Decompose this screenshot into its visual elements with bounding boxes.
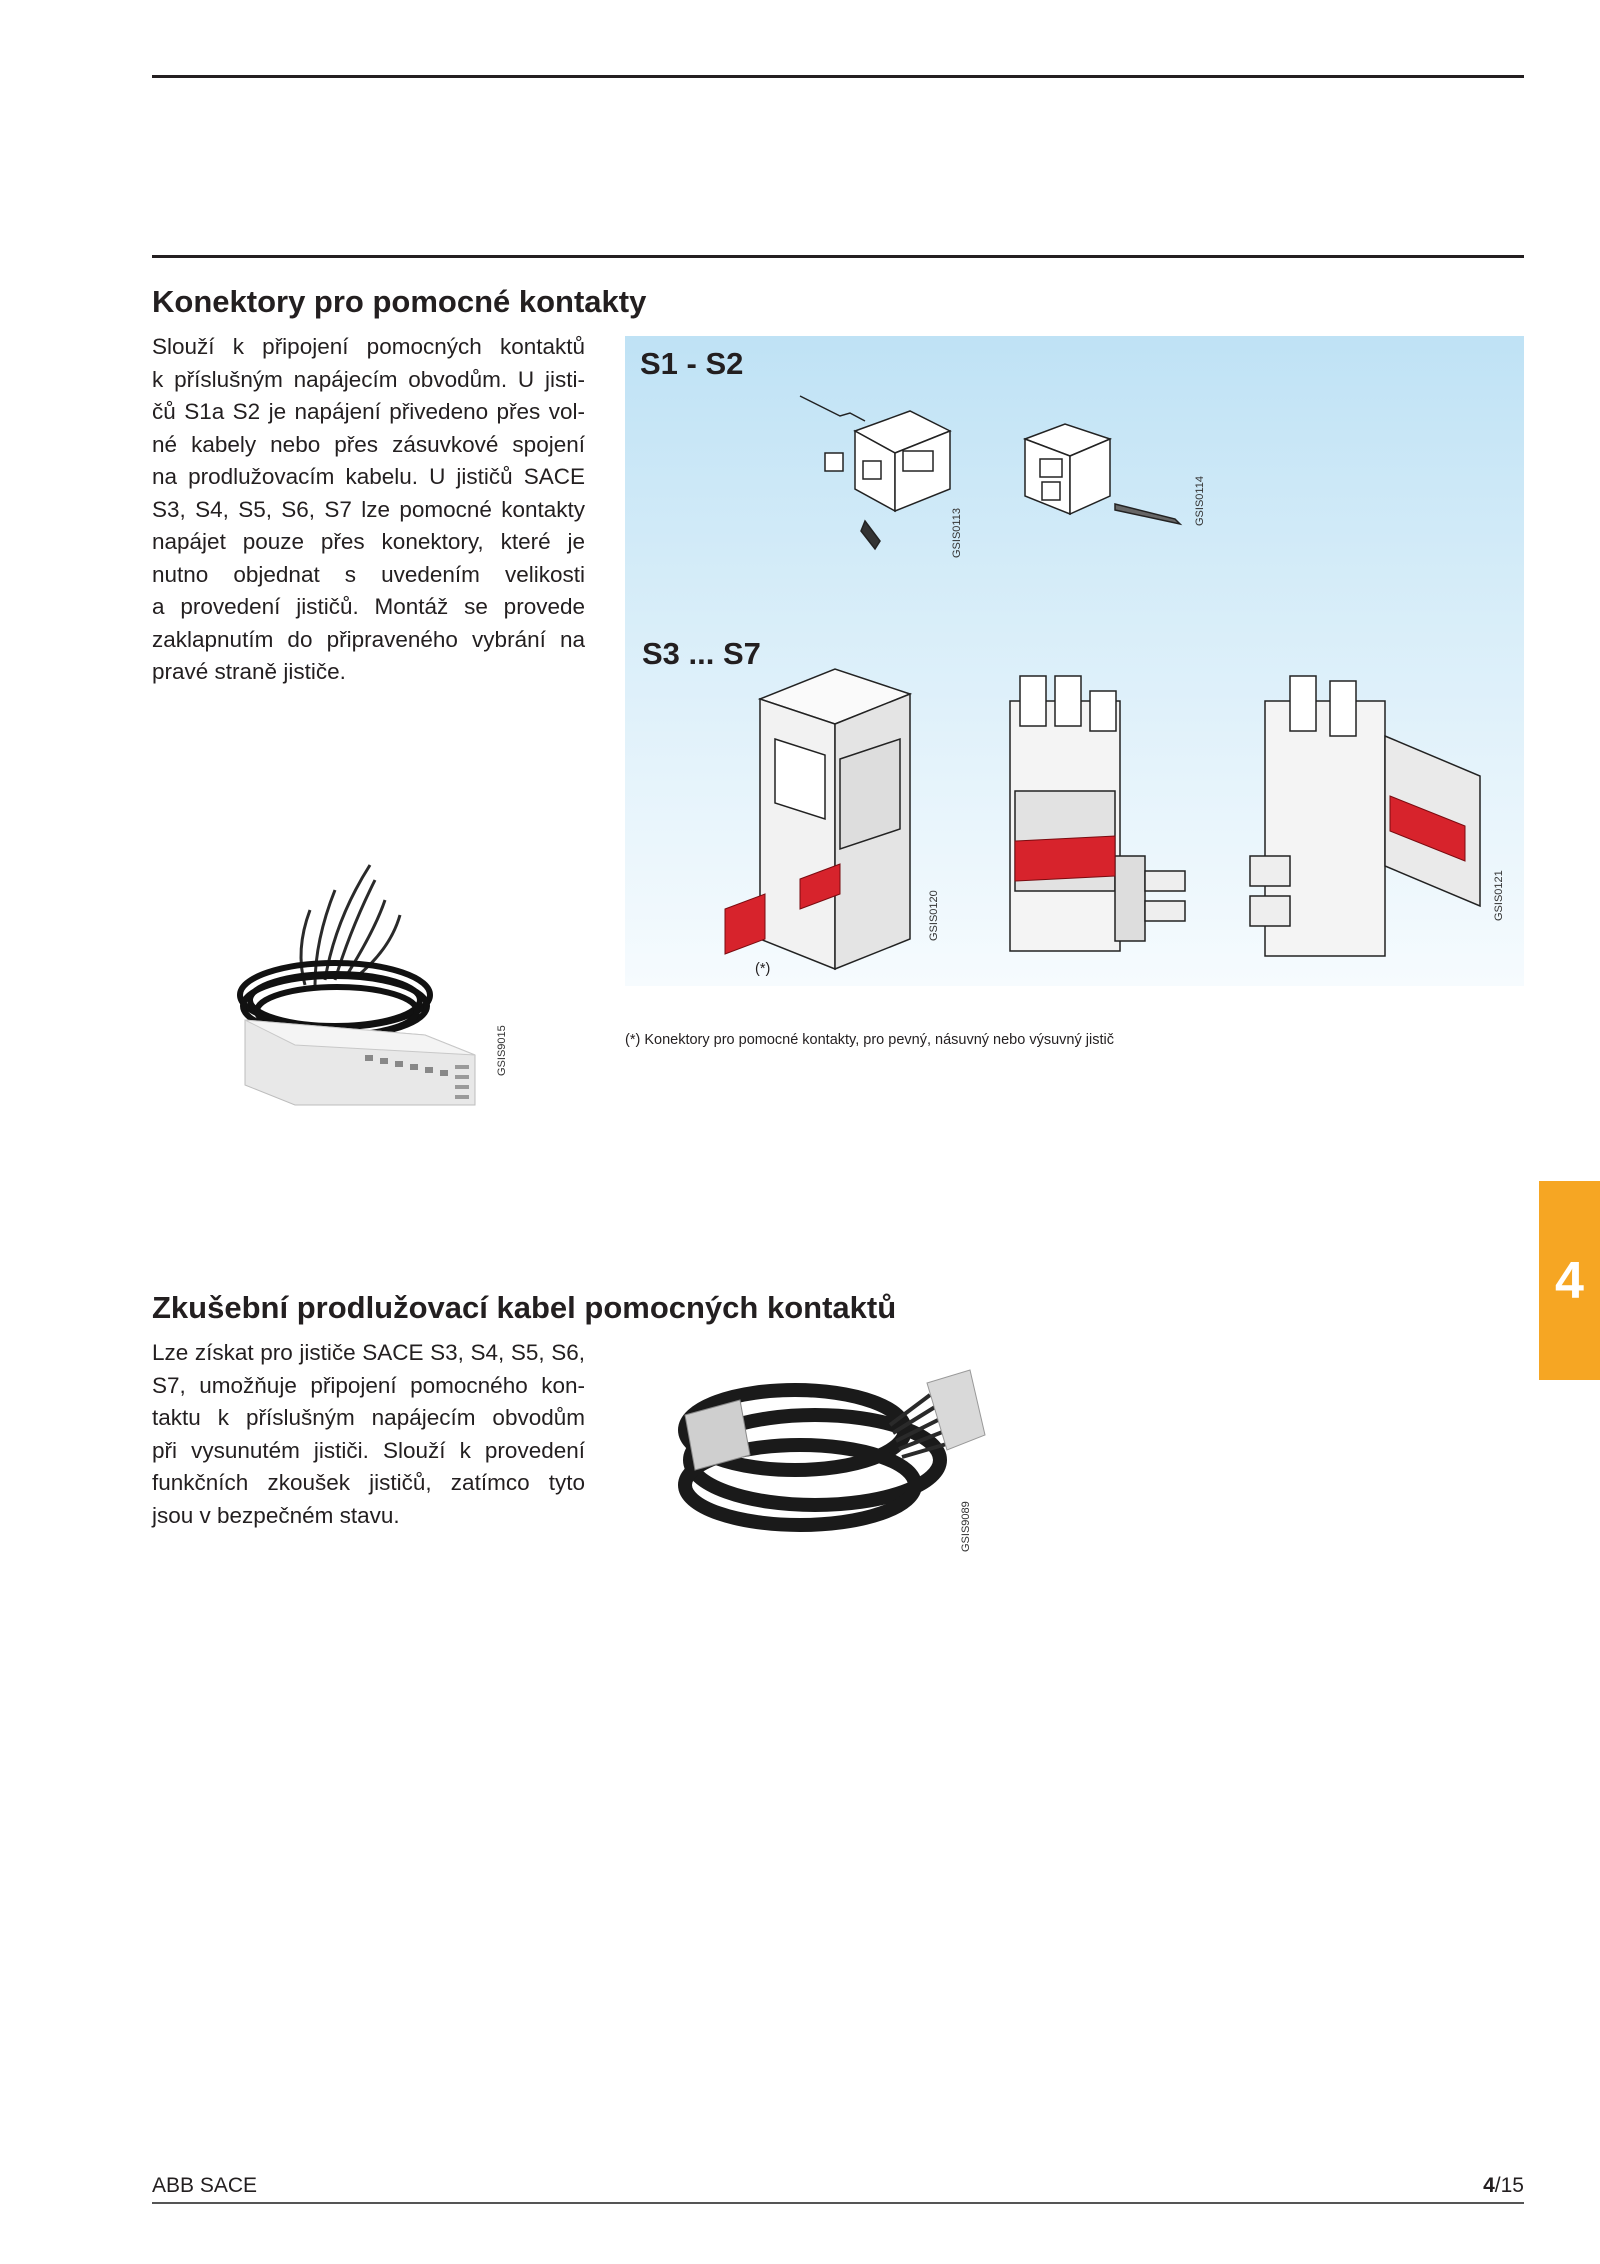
paragraph-line: funkčních zkoušek jističů, zatímco tyto: [152, 1470, 585, 1495]
paragraph-line: napájet pouze přes konektory, které je: [152, 529, 585, 554]
label-s3-s7: S3 ... S7: [642, 636, 761, 671]
code-gsis0121: GSIS0121: [1493, 870, 1505, 921]
page-number-bold: 4: [1483, 2174, 1495, 2197]
asterisk-label: (*): [755, 961, 771, 977]
paragraph-line: Lze získat pro jističe SACE S3, S4, S5, S6,: [152, 1340, 585, 1365]
section-rule: [152, 255, 1524, 258]
section2-title: Zkušební prodlužovací kabel pomocných kontaktů: [152, 1290, 897, 1325]
page-number: [1483, 2174, 1524, 2198]
paragraph-line: pravé straně jističe.: [152, 659, 346, 684]
extension-cable-photo: [665, 1355, 1005, 1555]
code-gsis0113: GSIS0113: [951, 508, 963, 558]
s3-plugin-breaker-drawing: [995, 671, 1215, 971]
top-rule: [152, 75, 1524, 78]
s2-connector-drawing: [1020, 424, 1200, 544]
panel-footnote: (*) Konektory pro pomocné kontakty, pro pevný, násuvný nebo výsuvný jistič: [625, 1032, 1114, 1048]
paragraph-line: né kabely nebo přes zásuvkové spojení: [152, 431, 585, 457]
connector-code: GSIS9015: [496, 1025, 508, 1076]
label-s1-s2: S1 - S2: [640, 346, 744, 381]
page-number-rest: /15: [1494, 2174, 1524, 2197]
s1-connector-drawing: [795, 391, 955, 571]
section1-title: Konektory pro pomocné kontakty: [152, 284, 647, 319]
paragraph-line: při vysunutém jističi. Slouží k provedení: [152, 1437, 585, 1463]
section2-paragraph: [152, 1337, 585, 1532]
paragraph-line: S7, umožňuje připojení pomocného kon-: [152, 1372, 585, 1398]
paragraph-line: jsou v bezpečném stavu.: [152, 1502, 400, 1528]
connector-photo: [225, 860, 515, 1110]
paragraph-line: zaklapnutím do připraveného vybrání na: [152, 626, 585, 652]
paragraph-line: k příslušným napájecím obvodům. U jisti-: [152, 366, 585, 392]
code-gsis0120: GSIS0120: [928, 890, 940, 941]
paragraph-line: taktu k příslušným napájecím obvodům: [152, 1405, 585, 1430]
paragraph-line: S3, S4, S5, S6, S7 lze pomocné kontakty: [152, 496, 585, 522]
diagram-panel: [625, 336, 1524, 986]
paragraph-line: čů S1a S2 je napájení přivedeno přes vol-: [152, 399, 585, 424]
s3-withdrawable-breaker-drawing: [1250, 676, 1490, 976]
chapter-tab: 4: [1539, 1181, 1600, 1380]
s3-breaker-drawing: [720, 669, 940, 979]
paragraph-line: Slouží k připojení pomocných kontaktů: [152, 334, 585, 359]
paragraph-line: na prodlužovacím kabelu. U jističů SACE: [152, 464, 585, 489]
cable-code: GSIS9089: [960, 1501, 972, 1552]
code-gsis0114: GSIS0114: [1194, 476, 1206, 526]
footer-rule: [152, 2202, 1524, 2204]
footer-brand: ABB SACE: [152, 2174, 258, 2197]
section1-paragraph: [152, 331, 585, 689]
paragraph-line: nutno objednat s uvedením velikosti: [152, 561, 585, 587]
paragraph-line: a provedení jističů. Montáž se provede: [152, 594, 585, 619]
